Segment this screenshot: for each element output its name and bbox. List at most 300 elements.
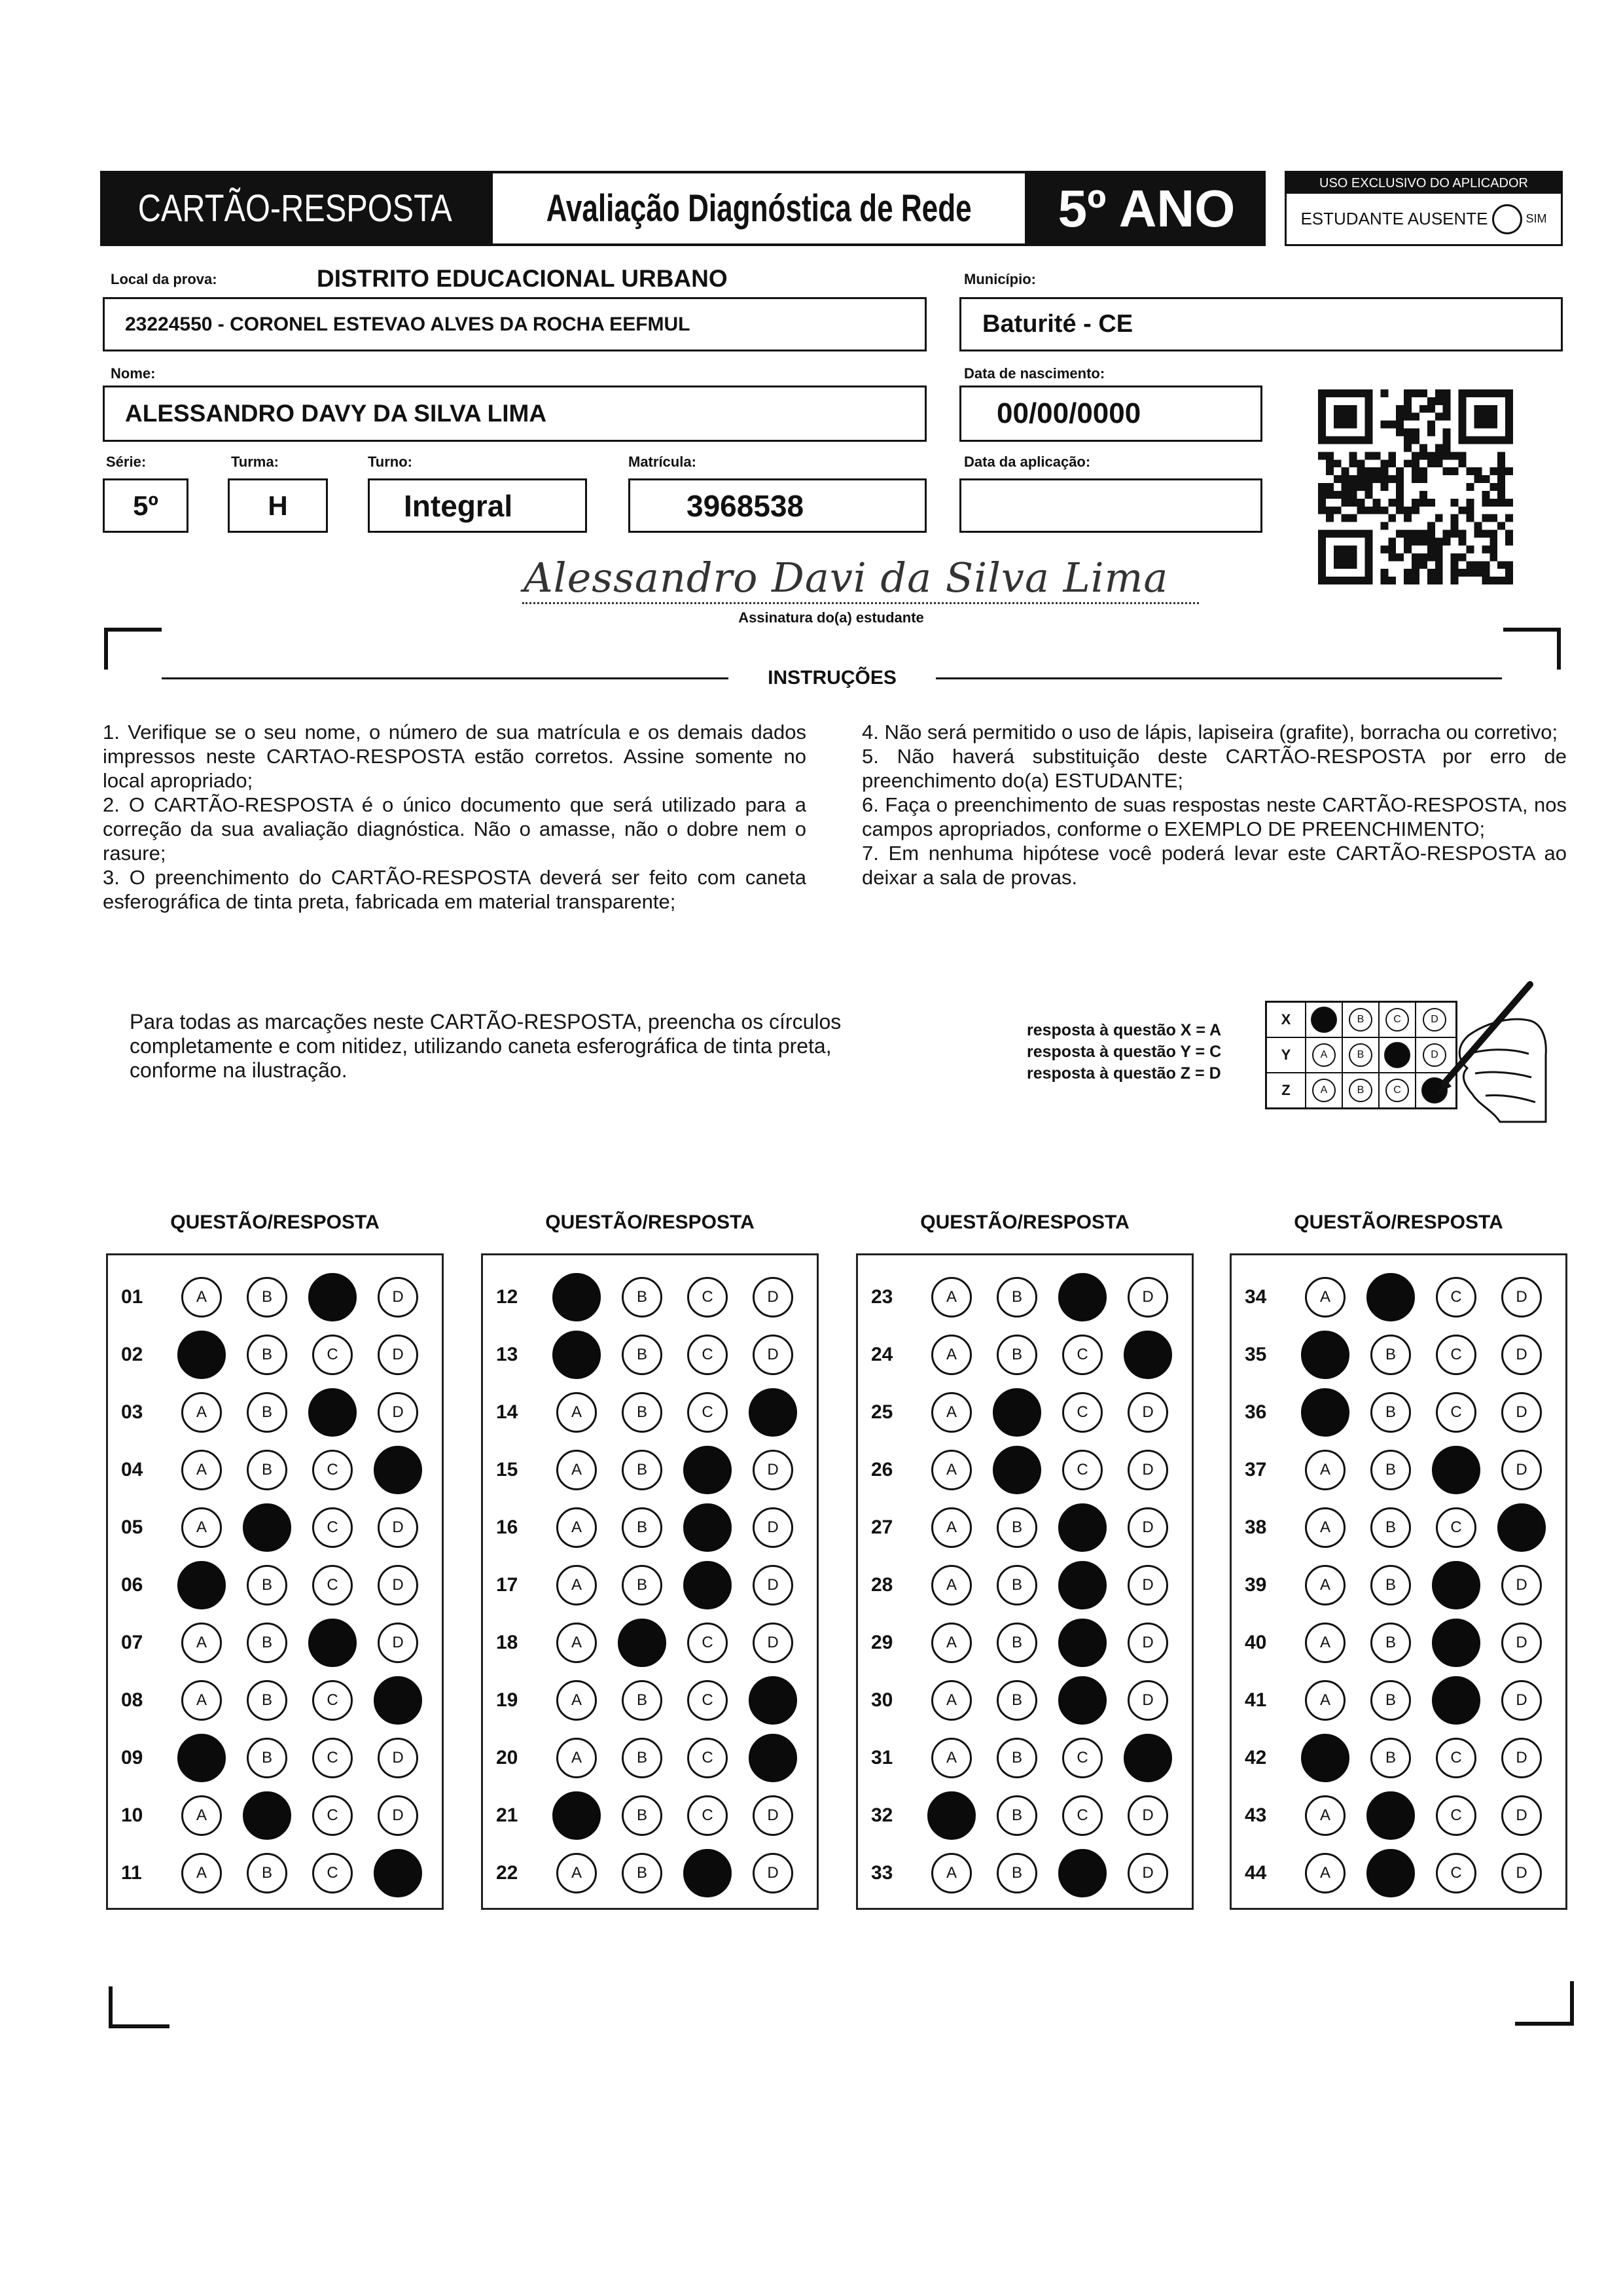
answer-bubble-02-b[interactable]: B	[247, 1335, 287, 1375]
answer-bubble-20-c[interactable]: C	[687, 1738, 728, 1778]
question-row	[1232, 1614, 1565, 1672]
answer-bubble-28-d[interactable]: D	[1128, 1565, 1168, 1605]
answer-bubble-16-c[interactable]	[683, 1503, 732, 1552]
answer-bubble-41-b[interactable]: B	[1370, 1680, 1411, 1721]
question-row	[858, 1844, 1192, 1902]
answer-bubble-02-c[interactable]: C	[312, 1335, 353, 1375]
answer-bubble-05-c[interactable]: C	[312, 1507, 353, 1548]
example-cell	[1343, 1038, 1380, 1072]
answer-bubble-08-d[interactable]	[374, 1676, 422, 1725]
answer-bubble-18-a[interactable]: A	[556, 1623, 597, 1663]
question-row	[858, 1614, 1192, 1672]
answer-column	[106, 1253, 444, 1910]
school-field	[103, 297, 927, 351]
answer-bubble-11-b[interactable]: B	[247, 1853, 287, 1893]
question-row	[1232, 1672, 1565, 1729]
question-number: 22	[496, 1862, 518, 1884]
answer-bubble-11-c[interactable]: C	[312, 1853, 353, 1893]
answer-bubble-20-b[interactable]: B	[622, 1738, 662, 1778]
answer-bubble-43-c[interactable]: C	[1436, 1795, 1476, 1836]
answer-bubble-19-d[interactable]	[749, 1676, 797, 1725]
question-row	[108, 1787, 442, 1844]
question-number: 23	[871, 1286, 893, 1308]
answer-bubble-40-b[interactable]: B	[1370, 1623, 1411, 1663]
absent-option-label: SIM	[1525, 212, 1547, 225]
answer-bubble-32-c[interactable]: C	[1062, 1795, 1103, 1836]
answer-bubble-21-d[interactable]: D	[753, 1795, 793, 1836]
answer-bubble-20-a[interactable]: A	[556, 1738, 597, 1778]
answer-bubble-06-a[interactable]	[177, 1561, 226, 1609]
answer-bubble-38-d[interactable]	[1497, 1503, 1546, 1552]
answer-column-heading: QUESTÃO/RESPOSTA	[545, 1211, 755, 1233]
question-number: 36	[1245, 1401, 1267, 1423]
question-number: 03	[121, 1401, 143, 1423]
example-bubble-x-b: B	[1349, 1008, 1372, 1031]
answer-column	[481, 1253, 819, 1910]
answer-bubble-35-d[interactable]: D	[1501, 1335, 1542, 1375]
answer-bubble-13-d[interactable]: D	[753, 1335, 793, 1375]
answer-bubble-08-b[interactable]: B	[247, 1680, 287, 1721]
question-number: 33	[871, 1862, 893, 1884]
answer-bubble-31-a[interactable]: A	[931, 1738, 972, 1778]
question-number: 20	[496, 1747, 518, 1768]
answer-bubble-39-b[interactable]: B	[1370, 1565, 1411, 1605]
answer-bubble-19-a[interactable]: A	[556, 1680, 597, 1721]
grade-box	[1027, 171, 1266, 246]
answer-bubble-42-a[interactable]	[1301, 1734, 1349, 1782]
answer-bubble-26-c[interactable]: C	[1062, 1450, 1103, 1490]
answer-bubble-29-a[interactable]: A	[931, 1623, 972, 1663]
example-bubble-z-a: A	[1312, 1079, 1336, 1102]
answer-bubble-11-a[interactable]: A	[181, 1853, 222, 1893]
answer-bubble-42-b[interactable]: B	[1370, 1738, 1411, 1778]
question-row	[108, 1441, 442, 1499]
answer-bubble-28-a[interactable]: A	[931, 1565, 972, 1605]
question-row	[483, 1729, 817, 1787]
absent-checkbox[interactable]	[1492, 204, 1522, 234]
answer-bubble-18-b[interactable]	[618, 1619, 666, 1667]
answer-bubble-12-c[interactable]: C	[687, 1277, 728, 1318]
question-row	[858, 1556, 1192, 1614]
answer-bubble-05-b[interactable]	[243, 1503, 291, 1552]
example-legend-x: resposta à questão X = A	[1027, 1021, 1222, 1039]
municipio-field	[959, 297, 1563, 351]
question-row	[483, 1326, 817, 1384]
assessment-title: Avaliação Diagnóstica de Rede	[546, 187, 972, 230]
qr-modules	[1318, 389, 1513, 584]
answer-bubble-08-a[interactable]: A	[181, 1680, 222, 1721]
answer-bubble-21-a[interactable]	[552, 1791, 601, 1840]
corner-mark-bottom-right	[1515, 1981, 1574, 2026]
question-row	[108, 1384, 442, 1441]
answer-bubble-24-b[interactable]: B	[997, 1335, 1037, 1375]
question-row	[858, 1384, 1192, 1441]
answer-bubble-19-c[interactable]: C	[687, 1680, 728, 1721]
answer-bubble-07-c[interactable]	[308, 1619, 357, 1667]
answer-bubble-40-d[interactable]: D	[1501, 1623, 1542, 1663]
example-row-label: Y	[1267, 1038, 1306, 1072]
example-bubble-y-b: B	[1349, 1043, 1372, 1067]
answer-bubble-17-c[interactable]	[683, 1561, 732, 1609]
aplicacao-label: Data da aplicação:	[964, 454, 1091, 470]
answer-bubble-41-d[interactable]: D	[1501, 1680, 1542, 1721]
answer-bubble-29-c[interactable]	[1058, 1619, 1107, 1667]
answer-bubble-16-b[interactable]: B	[622, 1507, 662, 1548]
answer-bubble-15-a[interactable]: A	[556, 1450, 597, 1490]
question-number: 42	[1245, 1747, 1267, 1768]
question-row	[483, 1384, 817, 1441]
answer-bubble-28-b[interactable]: B	[997, 1565, 1037, 1605]
answer-bubble-39-c[interactable]	[1432, 1561, 1480, 1609]
hand-outline	[1459, 1019, 1546, 1122]
answer-bubble-43-d[interactable]: D	[1501, 1795, 1542, 1836]
answer-bubble-13-b[interactable]: B	[622, 1335, 662, 1375]
answer-bubble-33-d[interactable]: D	[1128, 1853, 1168, 1893]
answer-bubble-35-b[interactable]: B	[1370, 1335, 1411, 1375]
answer-bubble-22-d[interactable]: D	[753, 1853, 793, 1893]
answer-bubble-32-a[interactable]	[927, 1791, 976, 1840]
answer-bubble-11-d[interactable]	[374, 1849, 422, 1897]
answer-bubble-37-b[interactable]: B	[1370, 1450, 1411, 1490]
answer-bubble-23-a[interactable]: A	[931, 1277, 972, 1318]
answer-bubble-30-d[interactable]: D	[1128, 1680, 1168, 1721]
question-number: 34	[1245, 1286, 1267, 1308]
signature-line	[522, 602, 1199, 604]
answer-bubble-01-b[interactable]: B	[247, 1277, 287, 1318]
local-label: Local da prova:	[111, 271, 217, 287]
question-number: 31	[871, 1747, 893, 1768]
answer-bubble-33-a[interactable]: A	[931, 1853, 972, 1893]
answer-bubble-22-b[interactable]: B	[622, 1853, 662, 1893]
answer-bubble-27-d[interactable]: D	[1128, 1507, 1168, 1548]
answer-bubble-05-a[interactable]: A	[181, 1507, 222, 1548]
question-row	[1232, 1499, 1565, 1556]
answer-bubble-23-b[interactable]: B	[997, 1277, 1037, 1318]
answer-bubble-32-b[interactable]: B	[997, 1795, 1037, 1836]
answer-bubble-26-d[interactable]: D	[1128, 1450, 1168, 1490]
absent-label: ESTUDANTE AUSENTE	[1300, 209, 1488, 228]
instruction-item: 6. Faça o preenchimento de suas respostas neste CARTÃO-RESPOSTA, nos campos apropriados, conforme o EXEMPLO DE PREENCHIMENTO;	[862, 793, 1567, 840]
answer-bubble-38-b[interactable]: B	[1370, 1507, 1411, 1548]
turno-value: Integral	[404, 488, 513, 523]
question-number: 35	[1245, 1344, 1267, 1365]
answer-bubble-38-c[interactable]: C	[1436, 1507, 1476, 1548]
question-row	[483, 1614, 817, 1672]
answer-bubble-09-a[interactable]	[177, 1734, 226, 1782]
answer-bubble-15-c[interactable]	[683, 1446, 732, 1494]
hand-pen-icon	[1400, 975, 1558, 1126]
question-row	[1232, 1326, 1565, 1384]
answer-bubble-37-d[interactable]: D	[1501, 1450, 1542, 1490]
question-number: 41	[1245, 1689, 1267, 1711]
answer-bubble-05-d[interactable]: D	[378, 1507, 418, 1548]
answer-bubble-43-a[interactable]: A	[1305, 1795, 1346, 1836]
answer-bubble-42-c[interactable]: C	[1436, 1738, 1476, 1778]
question-number: 30	[871, 1689, 893, 1711]
answer-bubble-41-a[interactable]: A	[1305, 1680, 1346, 1721]
question-number: 25	[871, 1401, 893, 1423]
grade-label: 5º ANO	[1058, 179, 1236, 238]
answer-bubble-32-d[interactable]: D	[1128, 1795, 1168, 1836]
question-row	[1232, 1556, 1565, 1614]
answer-bubble-43-b[interactable]	[1366, 1791, 1415, 1840]
turma-label: Turma:	[231, 454, 279, 470]
answer-bubble-35-a[interactable]	[1301, 1331, 1349, 1379]
answer-bubble-08-c[interactable]: C	[312, 1680, 353, 1721]
answer-bubble-22-c[interactable]	[683, 1849, 732, 1897]
answer-bubble-36-c[interactable]: C	[1436, 1392, 1476, 1433]
answer-bubble-44-a[interactable]: A	[1305, 1853, 1346, 1893]
answer-bubble-10-c[interactable]: C	[312, 1795, 353, 1836]
turma-value: H	[268, 490, 288, 521]
answer-bubble-01-a[interactable]: A	[181, 1277, 222, 1318]
answer-bubble-10-b[interactable]	[243, 1791, 291, 1840]
example-row-label: X	[1267, 1003, 1306, 1037]
matricula-label: Matrícula:	[628, 454, 696, 470]
question-number: 38	[1245, 1516, 1267, 1538]
answer-bubble-44-c[interactable]: C	[1436, 1853, 1476, 1893]
student-signature: Alessandro Davi da Silva Lima	[524, 554, 1169, 601]
answer-bubble-39-d[interactable]: D	[1501, 1565, 1542, 1605]
qr-code	[1314, 386, 1517, 588]
answer-column-heading: QUESTÃO/RESPOSTA	[920, 1211, 1130, 1233]
answer-bubble-23-d[interactable]: D	[1128, 1277, 1168, 1318]
question-row	[108, 1672, 442, 1729]
answer-bubble-35-c[interactable]: C	[1436, 1335, 1476, 1375]
answer-bubble-22-a[interactable]: A	[556, 1853, 597, 1893]
answer-column	[856, 1253, 1194, 1910]
answer-bubble-16-d[interactable]: D	[753, 1507, 793, 1548]
instruction-item: 5. Não haverá substituição deste CARTÃO-RESPOSTA por erro de preenchimento do(a) ESTUDANTE;	[862, 745, 1567, 792]
answer-bubble-03-d[interactable]: D	[378, 1392, 418, 1433]
answer-bubble-44-d[interactable]: D	[1501, 1853, 1542, 1893]
answer-bubble-09-b[interactable]: B	[247, 1738, 287, 1778]
answer-bubble-27-c[interactable]	[1058, 1503, 1107, 1552]
example-instruction: Para todas as marcações neste CARTÃO-RESPOSTA, preencha os círculos completamente e com nitidez, utilizando caneta esferográfica de tinta preta, conforme na ilustração.	[130, 1010, 842, 1082]
question-number: 10	[121, 1804, 143, 1826]
answer-bubble-15-b[interactable]: B	[622, 1450, 662, 1490]
answer-bubble-33-c[interactable]	[1058, 1849, 1107, 1897]
answer-bubble-40-c[interactable]	[1432, 1619, 1480, 1667]
answer-bubble-14-c[interactable]: C	[687, 1392, 728, 1433]
answer-bubble-33-b[interactable]: B	[997, 1853, 1037, 1893]
question-number: 14	[496, 1401, 518, 1423]
answer-bubble-18-d[interactable]: D	[753, 1623, 793, 1663]
answer-bubble-37-a[interactable]: A	[1305, 1450, 1346, 1490]
answer-bubble-13-c[interactable]: C	[687, 1335, 728, 1375]
question-number: 43	[1245, 1804, 1267, 1826]
answer-bubble-23-c[interactable]	[1058, 1273, 1107, 1321]
applicator-box	[1285, 171, 1563, 246]
answer-bubble-12-a[interactable]	[552, 1273, 601, 1321]
answer-bubble-36-d[interactable]: D	[1501, 1392, 1542, 1433]
instructions-heading: INSTRUÇÕES	[768, 667, 897, 689]
question-row	[858, 1499, 1192, 1556]
question-row	[1232, 1844, 1565, 1902]
question-row	[108, 1614, 442, 1672]
question-row	[858, 1441, 1192, 1499]
example-legend-y: resposta à questão Y = C	[1027, 1043, 1222, 1061]
answer-bubble-24-a[interactable]: A	[931, 1335, 972, 1375]
nascimento-value: 00/00/0000	[997, 397, 1141, 429]
instruction-item: 7. Em nenhuma hipótese você poderá levar este CARTÃO-RESPOSTA ao deixar a sala de provas.	[862, 842, 1567, 889]
answer-bubble-31-d[interactable]	[1124, 1734, 1172, 1782]
answer-bubble-20-d[interactable]	[749, 1734, 797, 1782]
answer-bubble-25-d[interactable]: D	[1128, 1392, 1168, 1433]
question-row	[108, 1326, 442, 1384]
question-row	[483, 1268, 817, 1326]
answer-bubble-04-c[interactable]: C	[312, 1450, 353, 1490]
nome-value: ALESSANDRO DAVY DA SILVA LIMA	[125, 400, 547, 427]
answer-bubble-26-b[interactable]	[993, 1446, 1041, 1494]
question-row	[108, 1556, 442, 1614]
answer-bubble-39-a[interactable]: A	[1305, 1565, 1346, 1605]
answer-bubble-17-d[interactable]: D	[753, 1565, 793, 1605]
answer-bubble-03-a[interactable]: A	[181, 1392, 222, 1433]
answer-bubble-34-c[interactable]: C	[1436, 1277, 1476, 1318]
answer-bubble-24-d[interactable]	[1124, 1331, 1172, 1379]
question-row	[1232, 1729, 1565, 1787]
question-number: 28	[871, 1574, 893, 1596]
answer-bubble-34-a[interactable]: A	[1305, 1277, 1346, 1318]
question-number: 19	[496, 1689, 518, 1711]
answer-bubble-28-c[interactable]	[1058, 1561, 1107, 1609]
instructions-right-column	[862, 720, 1567, 889]
aplicacao-field	[959, 478, 1262, 533]
question-row	[858, 1268, 1192, 1326]
question-row	[108, 1268, 442, 1326]
question-number: 44	[1245, 1862, 1267, 1884]
example-bubble-z-b: B	[1349, 1079, 1372, 1102]
answer-bubble-07-a[interactable]: A	[181, 1623, 222, 1663]
answer-bubble-30-c[interactable]	[1058, 1676, 1107, 1725]
answer-bubble-09-d[interactable]: D	[378, 1738, 418, 1778]
answer-bubble-04-a[interactable]: A	[181, 1450, 222, 1490]
question-row	[1232, 1787, 1565, 1844]
answer-bubble-41-c[interactable]	[1432, 1676, 1480, 1725]
answer-bubble-01-d[interactable]: D	[378, 1277, 418, 1318]
answer-bubble-16-a[interactable]: A	[556, 1507, 597, 1548]
answer-bubble-30-b[interactable]: B	[997, 1680, 1037, 1721]
answer-bubble-17-b[interactable]: B	[622, 1565, 662, 1605]
answer-bubble-29-d[interactable]: D	[1128, 1623, 1168, 1663]
answer-bubble-02-a[interactable]	[177, 1331, 226, 1379]
answer-bubble-06-c[interactable]: C	[312, 1565, 353, 1605]
nascimento-field	[959, 386, 1262, 442]
answer-bubble-04-d[interactable]	[374, 1446, 422, 1494]
answer-bubble-25-c[interactable]: C	[1062, 1392, 1103, 1433]
answer-bubble-07-b[interactable]: B	[247, 1623, 287, 1663]
answer-bubble-42-d[interactable]: D	[1501, 1738, 1542, 1778]
answer-bubble-31-b[interactable]: B	[997, 1738, 1037, 1778]
answer-bubble-17-a[interactable]: A	[556, 1565, 597, 1605]
question-number: 04	[121, 1459, 143, 1480]
question-number: 11	[121, 1862, 142, 1884]
municipio-value: Baturité - CE	[982, 310, 1133, 338]
answer-bubble-36-b[interactable]: B	[1370, 1392, 1411, 1433]
answer-bubble-14-d[interactable]	[749, 1388, 797, 1437]
answer-bubble-03-c[interactable]	[308, 1388, 357, 1437]
card-title: CARTÃO-RESPOSTA	[137, 187, 453, 230]
answer-bubble-12-d[interactable]: D	[753, 1277, 793, 1318]
answer-bubble-15-d[interactable]: D	[753, 1450, 793, 1490]
question-number: 13	[496, 1344, 518, 1365]
serie-value: 5º	[133, 490, 158, 521]
answer-bubble-14-a[interactable]: A	[556, 1392, 597, 1433]
question-row	[1232, 1441, 1565, 1499]
answer-bubble-44-b[interactable]	[1366, 1849, 1415, 1897]
answer-bubble-19-b[interactable]: B	[622, 1680, 662, 1721]
matricula-field	[628, 478, 927, 533]
answer-bubble-12-b[interactable]: B	[622, 1277, 662, 1318]
answer-bubble-27-a[interactable]: A	[931, 1507, 972, 1548]
card-title-box	[100, 171, 490, 246]
answer-bubble-18-c[interactable]: C	[687, 1623, 728, 1663]
turno-field	[368, 478, 587, 533]
absent-row	[1287, 194, 1561, 244]
answer-bubble-30-a[interactable]: A	[931, 1680, 972, 1721]
answer-bubble-10-a[interactable]: A	[181, 1795, 222, 1836]
question-row	[483, 1844, 817, 1902]
instruction-item: 2. O CARTÃO-RESPOSTA é o único documento que será utilizado para a correção da sua avaliação diagnóstica. Não o amasse, não o dobre nem o rasure;	[103, 793, 806, 865]
answer-bubble-02-d[interactable]: D	[378, 1335, 418, 1375]
answer-bubble-03-b[interactable]: B	[247, 1392, 287, 1433]
answer-bubble-24-c[interactable]: C	[1062, 1335, 1103, 1375]
example-cell	[1306, 1073, 1343, 1107]
answer-bubble-07-d[interactable]: D	[378, 1623, 418, 1663]
answer-bubble-10-d[interactable]: D	[378, 1795, 418, 1836]
answer-bubble-31-c[interactable]: C	[1062, 1738, 1103, 1778]
question-number: 24	[871, 1344, 893, 1365]
answer-bubble-06-b[interactable]: B	[247, 1565, 287, 1605]
question-number: 40	[1245, 1632, 1267, 1653]
answer-bubble-37-c[interactable]	[1432, 1446, 1480, 1494]
answer-bubble-25-a[interactable]: A	[931, 1392, 972, 1433]
answer-bubble-34-b[interactable]	[1366, 1273, 1415, 1321]
answer-bubble-36-a[interactable]	[1301, 1388, 1349, 1437]
answer-bubble-06-d[interactable]: D	[378, 1565, 418, 1605]
answer-bubble-21-c[interactable]: C	[687, 1795, 728, 1836]
question-number: 05	[121, 1516, 143, 1538]
example-bubble-y-d: D	[1423, 1043, 1446, 1067]
question-row	[483, 1441, 817, 1499]
corner-mark-top-right	[1503, 628, 1561, 670]
answer-bubble-27-b[interactable]: B	[997, 1507, 1037, 1548]
answer-bubble-25-b[interactable]	[993, 1388, 1041, 1437]
turno-label: Turno:	[368, 454, 413, 470]
answer-bubble-09-c[interactable]: C	[312, 1738, 353, 1778]
answer-bubble-34-d[interactable]: D	[1501, 1277, 1542, 1318]
applicator-label: USO EXCLUSIVO DO APLICADOR	[1287, 173, 1561, 194]
answer-bubble-14-b[interactable]: B	[622, 1392, 662, 1433]
answer-column-heading: QUESTÃO/RESPOSTA	[170, 1211, 380, 1233]
answer-bubble-13-a[interactable]	[552, 1331, 601, 1379]
answer-bubble-26-a[interactable]: A	[931, 1450, 972, 1490]
example-bubble-x-c: C	[1385, 1008, 1409, 1031]
answer-bubble-29-b[interactable]: B	[997, 1623, 1037, 1663]
answer-bubble-21-b[interactable]: B	[622, 1795, 662, 1836]
answer-bubble-38-a[interactable]: A	[1305, 1507, 1346, 1548]
question-number: 07	[121, 1632, 143, 1653]
answer-bubble-40-a[interactable]: A	[1305, 1623, 1346, 1663]
answer-bubble-01-c[interactable]	[308, 1273, 357, 1321]
example-bubble-x-d: D	[1423, 1008, 1446, 1031]
question-number: 01	[121, 1286, 143, 1308]
question-number: 21	[496, 1804, 518, 1826]
answer-bubble-04-b[interactable]: B	[247, 1450, 287, 1490]
corner-mark-top-left	[104, 628, 162, 670]
question-number: 15	[496, 1459, 518, 1480]
